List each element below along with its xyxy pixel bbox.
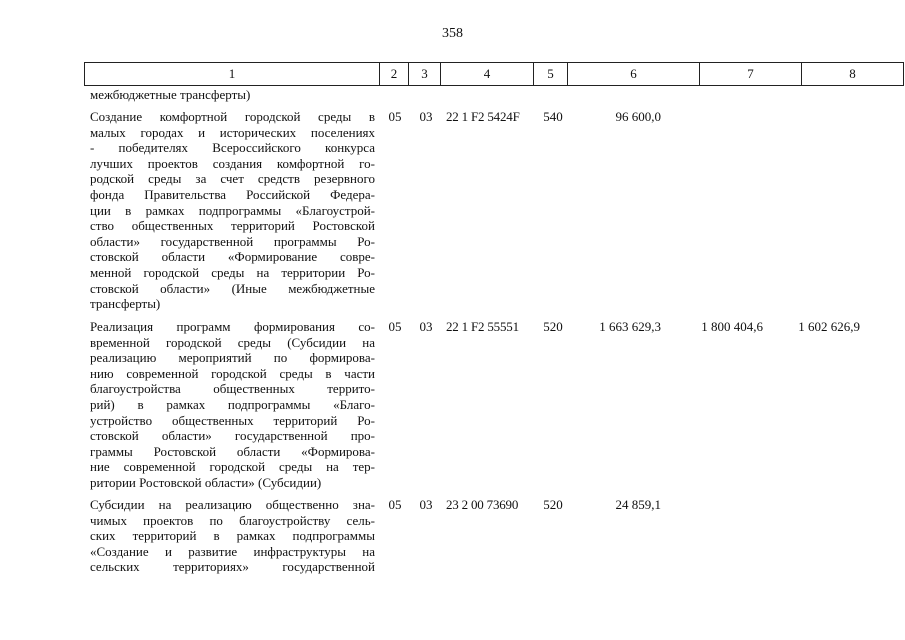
description-line: фонда Правительства Российской Федера- bbox=[90, 186, 375, 202]
description-line: ских территорий в рамках подпрограммы bbox=[90, 528, 375, 544]
row-description bbox=[90, 319, 375, 491]
expense-type-code: 540 bbox=[543, 109, 563, 124]
subsection-code: 03 bbox=[419, 497, 433, 512]
column-header-table bbox=[84, 62, 904, 86]
description-line: чимых проектов по благоустройству сель- bbox=[90, 512, 375, 528]
description-line: временной городской среды (Субсидии на bbox=[90, 334, 375, 350]
amount-col-6: 24 859,1 bbox=[615, 497, 661, 512]
description-line: - победителях Всероссийского конкурса bbox=[90, 140, 375, 156]
description-line: граммы Ростовской области «Формирова- bbox=[90, 443, 375, 459]
description-line: стовской области» (Иные межбюджетные bbox=[90, 280, 375, 296]
description-line: Создание комфортной городской среды в bbox=[90, 109, 375, 124]
column-header-5: 5 bbox=[534, 63, 568, 86]
description-line: лучших проектов создания комфортной го- bbox=[90, 155, 375, 171]
description-line: ции в рамках подпрограммы «Благоустрой- bbox=[90, 202, 375, 218]
column-header-4: 4 bbox=[441, 63, 534, 86]
description-line: родской среды за счет средств резервного bbox=[90, 171, 375, 187]
column-header-1: 1 bbox=[85, 63, 380, 86]
row-description bbox=[90, 109, 375, 312]
description-line: благоустройства общественных террито- bbox=[90, 381, 375, 397]
row-description bbox=[90, 497, 375, 575]
description-line: нию современной городской среды в части bbox=[90, 365, 375, 381]
column-header-6: 6 bbox=[568, 63, 700, 86]
continuation-line: межбюджетные трансферты) bbox=[90, 87, 251, 102]
amount-col-7: 1 800 404,6 bbox=[701, 319, 763, 334]
column-header-2: 2 bbox=[380, 63, 409, 86]
target-article-code: 22 1 F2 55551 bbox=[446, 319, 519, 334]
target-article-code: 23 2 00 73690 bbox=[446, 497, 519, 512]
description-line: стовской области» государственной про- bbox=[90, 428, 375, 444]
description-line: «Создание и развитие инфраструктуры на bbox=[90, 543, 375, 559]
description-line: области» государственной программы Ро- bbox=[90, 233, 375, 249]
column-header-8: 8 bbox=[802, 63, 904, 86]
column-header-7: 7 bbox=[700, 63, 802, 86]
column-header-row bbox=[85, 63, 904, 86]
target-article-code: 22 1 F2 5424F bbox=[446, 109, 520, 124]
column-header-3: 3 bbox=[409, 63, 441, 86]
description-line: устройство общественных территорий Ро- bbox=[90, 412, 375, 428]
amount-col-8: 1 602 626,9 bbox=[798, 319, 860, 334]
description-line: реализацию мероприятий по формирова- bbox=[90, 350, 375, 366]
amount-col-6: 1 663 629,3 bbox=[599, 319, 661, 334]
section-code: 05 bbox=[388, 319, 402, 334]
description-line: рий) в рамках подпрограммы «Благо- bbox=[90, 396, 375, 412]
description-line: Реализация программ формирования со- bbox=[90, 319, 375, 334]
description-line: ритории Ростовской области» (Субсидии) bbox=[90, 474, 322, 490]
description-line: малых городах и исторических поселениях bbox=[90, 124, 375, 140]
section-code: 05 bbox=[388, 109, 402, 124]
continuation-text bbox=[90, 87, 375, 103]
description-line: трансферты) bbox=[90, 296, 161, 312]
page-number: 358 bbox=[442, 26, 463, 41]
expense-type-code: 520 bbox=[543, 497, 563, 512]
description-line: Субсидии на реализацию общественно зна- bbox=[90, 497, 375, 512]
subsection-code: 03 bbox=[419, 109, 433, 124]
subsection-code: 03 bbox=[419, 319, 433, 334]
description-line: стовской области «Формирование совре- bbox=[90, 249, 375, 265]
expense-type-code: 520 bbox=[543, 319, 563, 334]
description-line: менной городской среды на территории Ро- bbox=[90, 264, 375, 280]
amount-col-6: 96 600,0 bbox=[615, 109, 661, 124]
description-line: сельских территориях» государственной bbox=[90, 559, 375, 575]
description-line: ние современной городской среды на тер- bbox=[90, 459, 375, 475]
section-code: 05 bbox=[388, 497, 402, 512]
description-line: ство общественных территорий Ростовской bbox=[90, 218, 375, 234]
